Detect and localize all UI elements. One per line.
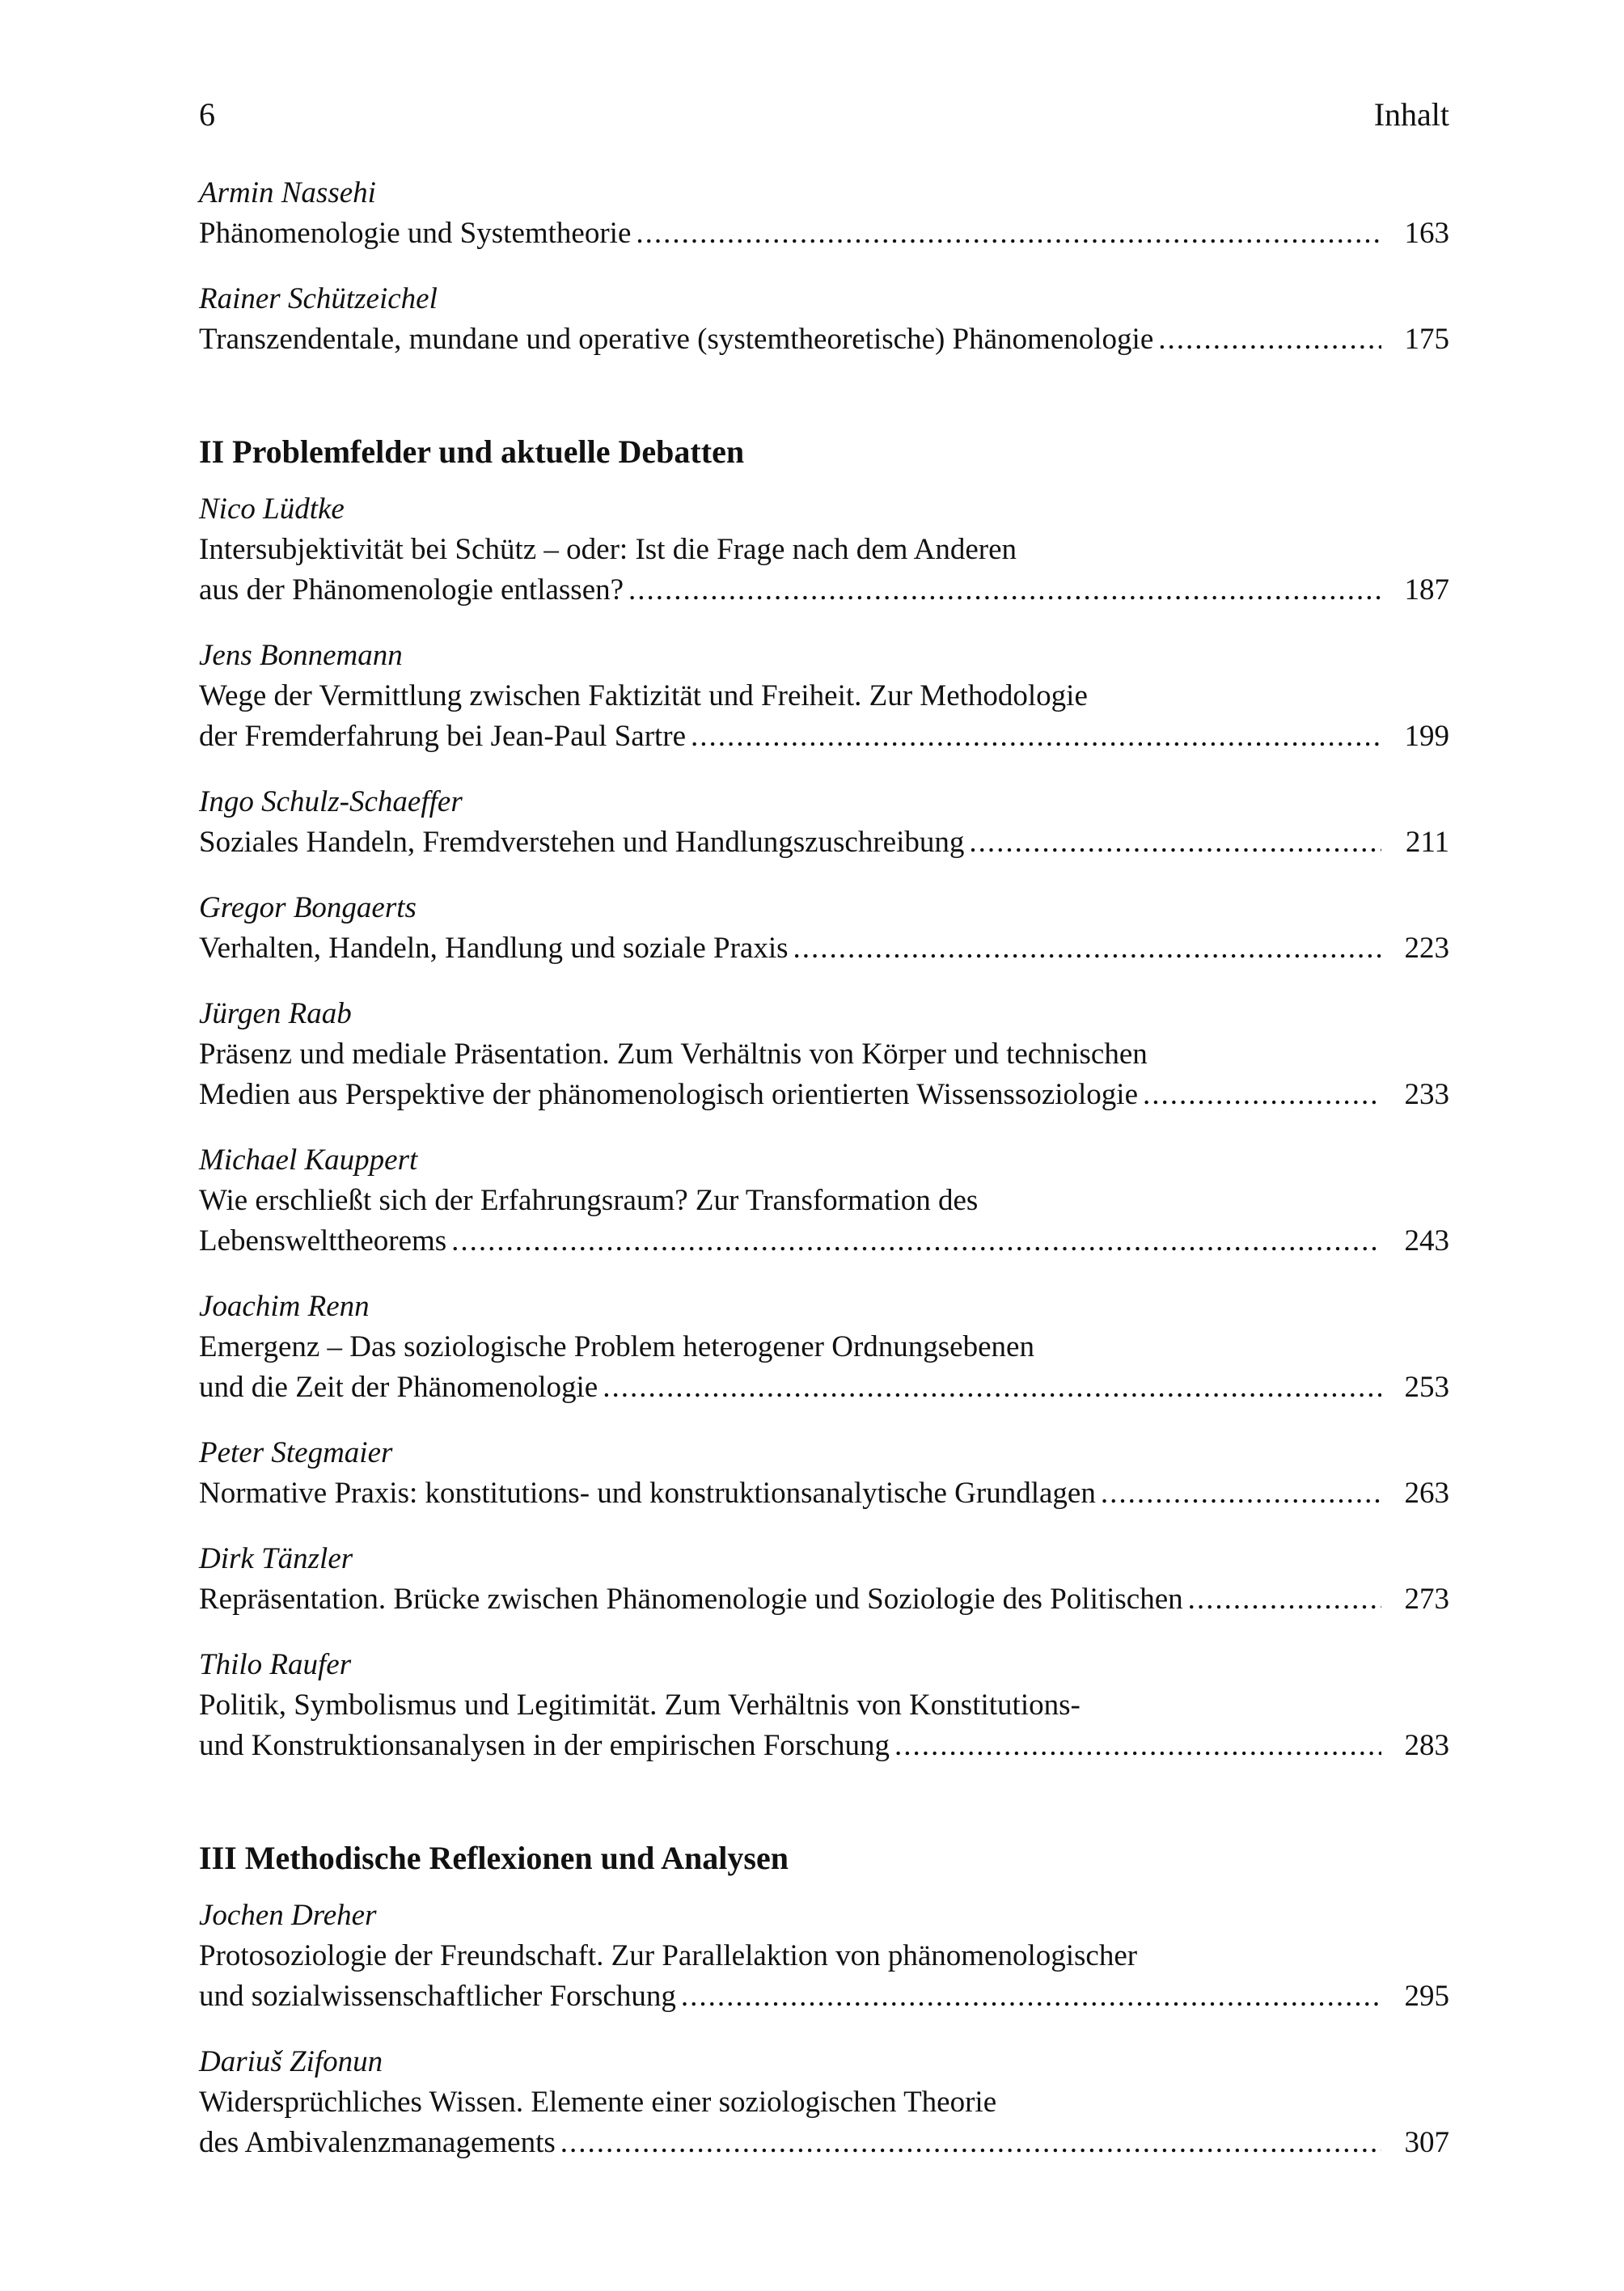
entry-title-final-line xyxy=(199,213,1449,254)
entry-title-text: der Fremderfahrung bei Jean-Paul Sartre xyxy=(199,720,687,753)
entry-author: Gregor Bongaerts xyxy=(199,891,417,924)
toc-entry[interactable] xyxy=(199,279,1449,360)
entry-title-line: Emergenz – Das soziologische Problem heterogener Ordnungsebenen xyxy=(199,1330,1034,1363)
dot-leader xyxy=(1188,1579,1381,1620)
entry-title-text: des Ambivalenzmanagements xyxy=(199,2126,556,2159)
entry-title-text: Verhalten, Handeln, Handlung und soziale Praxis xyxy=(199,932,789,965)
toc-entry[interactable] xyxy=(199,1539,1449,1620)
entry-title-final-line xyxy=(199,716,1449,757)
entry-title-text: aus der Phänomenologie entlassen? xyxy=(199,573,624,607)
section-heading: III Methodische Reflexionen und Analysen xyxy=(199,1840,789,1876)
entry-author: Jens Bonnemann xyxy=(199,639,403,672)
entry-title-text: Transzendentale, mundane und operative (systemtheoretische) Phänomenologie xyxy=(199,323,1154,356)
entry-page-number[interactable]: 263 xyxy=(1404,1477,1449,1510)
entry-title-text: Phänomenologie und Systemtheorie xyxy=(199,217,632,250)
entry-page-number[interactable]: 243 xyxy=(1404,1224,1449,1258)
entry-page-number[interactable]: 283 xyxy=(1404,1729,1449,1762)
dot-leader xyxy=(1158,319,1381,360)
entry-title-text: Repräsentation. Brücke zwischen Phänomenologie und Soziologie des Politischen xyxy=(199,1583,1183,1616)
dot-leader xyxy=(691,716,1381,757)
dot-leader xyxy=(628,570,1381,611)
page-number: 6 xyxy=(199,96,215,133)
entry-title-text: und sozialwissenschaftlicher Forschung xyxy=(199,1980,676,2013)
dot-leader xyxy=(636,213,1381,254)
entry-title-line: Wege der Vermittlung zwischen Faktizität und Freiheit. Zur Methodologie xyxy=(199,679,1088,712)
entry-author: Joachim Renn xyxy=(199,1290,370,1323)
toc-entry[interactable] xyxy=(199,173,1449,254)
entry-title-line: Protosoziologie der Freundschaft. Zur Parallelaktion von phänomenologischer xyxy=(199,1939,1138,1972)
entry-page-number[interactable]: 307 xyxy=(1404,2126,1449,2159)
entry-title-final-line xyxy=(199,1579,1449,1620)
toc-entry[interactable] xyxy=(199,2042,1449,2163)
entry-title-final-line xyxy=(199,2123,1449,2163)
entry-author: Jochen Dreher xyxy=(199,1899,377,1932)
entry-title-text: und die Zeit der Phänomenologie xyxy=(199,1371,598,1404)
dot-leader xyxy=(451,1221,1381,1262)
entry-title-final-line xyxy=(199,319,1449,360)
entry-title-final-line xyxy=(199,1726,1449,1766)
entry-title-final-line xyxy=(199,570,1449,611)
toc-entry[interactable] xyxy=(199,888,1449,969)
toc-entry[interactable] xyxy=(199,1645,1449,1766)
entry-title-final-line xyxy=(199,928,1449,969)
entry-page-number[interactable]: 295 xyxy=(1404,1980,1449,2013)
entry-title-final-line xyxy=(199,1473,1449,1514)
table-of-contents xyxy=(199,173,1449,2188)
entry-author: Michael Kauppert xyxy=(199,1143,418,1177)
toc-entry[interactable] xyxy=(199,636,1449,757)
dot-leader xyxy=(603,1367,1381,1408)
entry-title-line: Widersprüchliches Wissen. Elemente einer soziologischen Theorie xyxy=(199,2086,997,2119)
toc-section xyxy=(199,1836,1449,2163)
entry-title-text: Medien aus Perspektive der phänomenologisch orientierten Wissenssoziologie xyxy=(199,1078,1139,1111)
entry-title-text: Normative Praxis: konstitutions- und konstruktionsanalytische Grundlagen xyxy=(199,1477,1096,1510)
entry-title-final-line xyxy=(199,1976,1449,2017)
dot-leader xyxy=(560,2123,1381,2163)
entry-title-final-line xyxy=(199,1367,1449,1408)
entry-title-line: Politik, Symbolismus und Legitimität. Zum Verhältnis von Konstitutions- xyxy=(199,1689,1081,1722)
entry-page-number[interactable]: 233 xyxy=(1404,1078,1449,1111)
dot-leader xyxy=(1101,1473,1381,1514)
entry-author: Ingo Schulz-Schaeffer xyxy=(199,785,463,818)
entry-author: Armin Nassehi xyxy=(199,176,376,209)
entry-page-number[interactable]: 223 xyxy=(1404,932,1449,965)
running-head: Inhalt xyxy=(1373,96,1449,133)
entry-author: Jürgen Raab xyxy=(199,997,352,1030)
entry-title-text: Lebenswelttheorems xyxy=(199,1224,447,1258)
entry-title-final-line xyxy=(199,1221,1449,1262)
entry-page-number[interactable]: 187 xyxy=(1404,573,1449,607)
entry-title-text: und Konstruktionsanalysen in der empirischen Forschung xyxy=(199,1729,890,1762)
entry-page-number[interactable]: 199 xyxy=(1404,720,1449,753)
dot-leader xyxy=(894,1726,1381,1766)
entry-page-number[interactable]: 163 xyxy=(1404,217,1449,250)
toc-entry[interactable] xyxy=(199,994,1449,1115)
entry-author: Peter Stegmaier xyxy=(199,1436,393,1469)
toc-entry[interactable] xyxy=(199,1287,1449,1408)
dot-leader xyxy=(681,1976,1381,2017)
entry-title-text: Soziales Handeln, Fremdverstehen und Handlungszuschreibung xyxy=(199,826,965,859)
entry-author: Dariuš Zifonun xyxy=(199,2045,383,2078)
entry-title-line: Intersubjektivität bei Schütz – oder: Ist die Frage nach dem Anderen xyxy=(199,533,1017,566)
toc-entry[interactable] xyxy=(199,1433,1449,1514)
entry-author: Thilo Raufer xyxy=(199,1648,352,1681)
entry-title-final-line xyxy=(199,1075,1449,1115)
entry-title-line: Präsenz und mediale Präsentation. Zum Verhältnis von Körper und technischen xyxy=(199,1038,1148,1071)
dot-leader xyxy=(969,822,1381,863)
toc-entry[interactable] xyxy=(199,1896,1449,2017)
toc-section xyxy=(199,429,1449,1766)
entry-author: Rainer Schützeichel xyxy=(199,282,438,315)
toc-entry[interactable] xyxy=(199,782,1449,863)
entry-page-number[interactable]: 273 xyxy=(1404,1583,1449,1616)
entry-title-final-line xyxy=(199,822,1449,863)
dot-leader xyxy=(1143,1075,1381,1115)
entry-author: Dirk Tänzler xyxy=(199,1542,353,1575)
entry-page-number[interactable]: 175 xyxy=(1404,323,1449,356)
entry-page-number[interactable]: 253 xyxy=(1404,1371,1449,1404)
page-header xyxy=(199,95,1449,144)
toc-entry[interactable] xyxy=(199,489,1449,611)
entry-author: Nico Lüdtke xyxy=(199,492,345,526)
dot-leader xyxy=(793,928,1381,969)
entry-page-number[interactable]: 211 xyxy=(1405,826,1449,859)
section-heading: II Problemfelder und aktuelle Debatten xyxy=(199,433,745,470)
toc-entry[interactable] xyxy=(199,1140,1449,1262)
toc-section xyxy=(199,173,1449,360)
entry-title-line: Wie erschließt sich der Erfahrungsraum? Zur Transformation des xyxy=(199,1184,979,1217)
